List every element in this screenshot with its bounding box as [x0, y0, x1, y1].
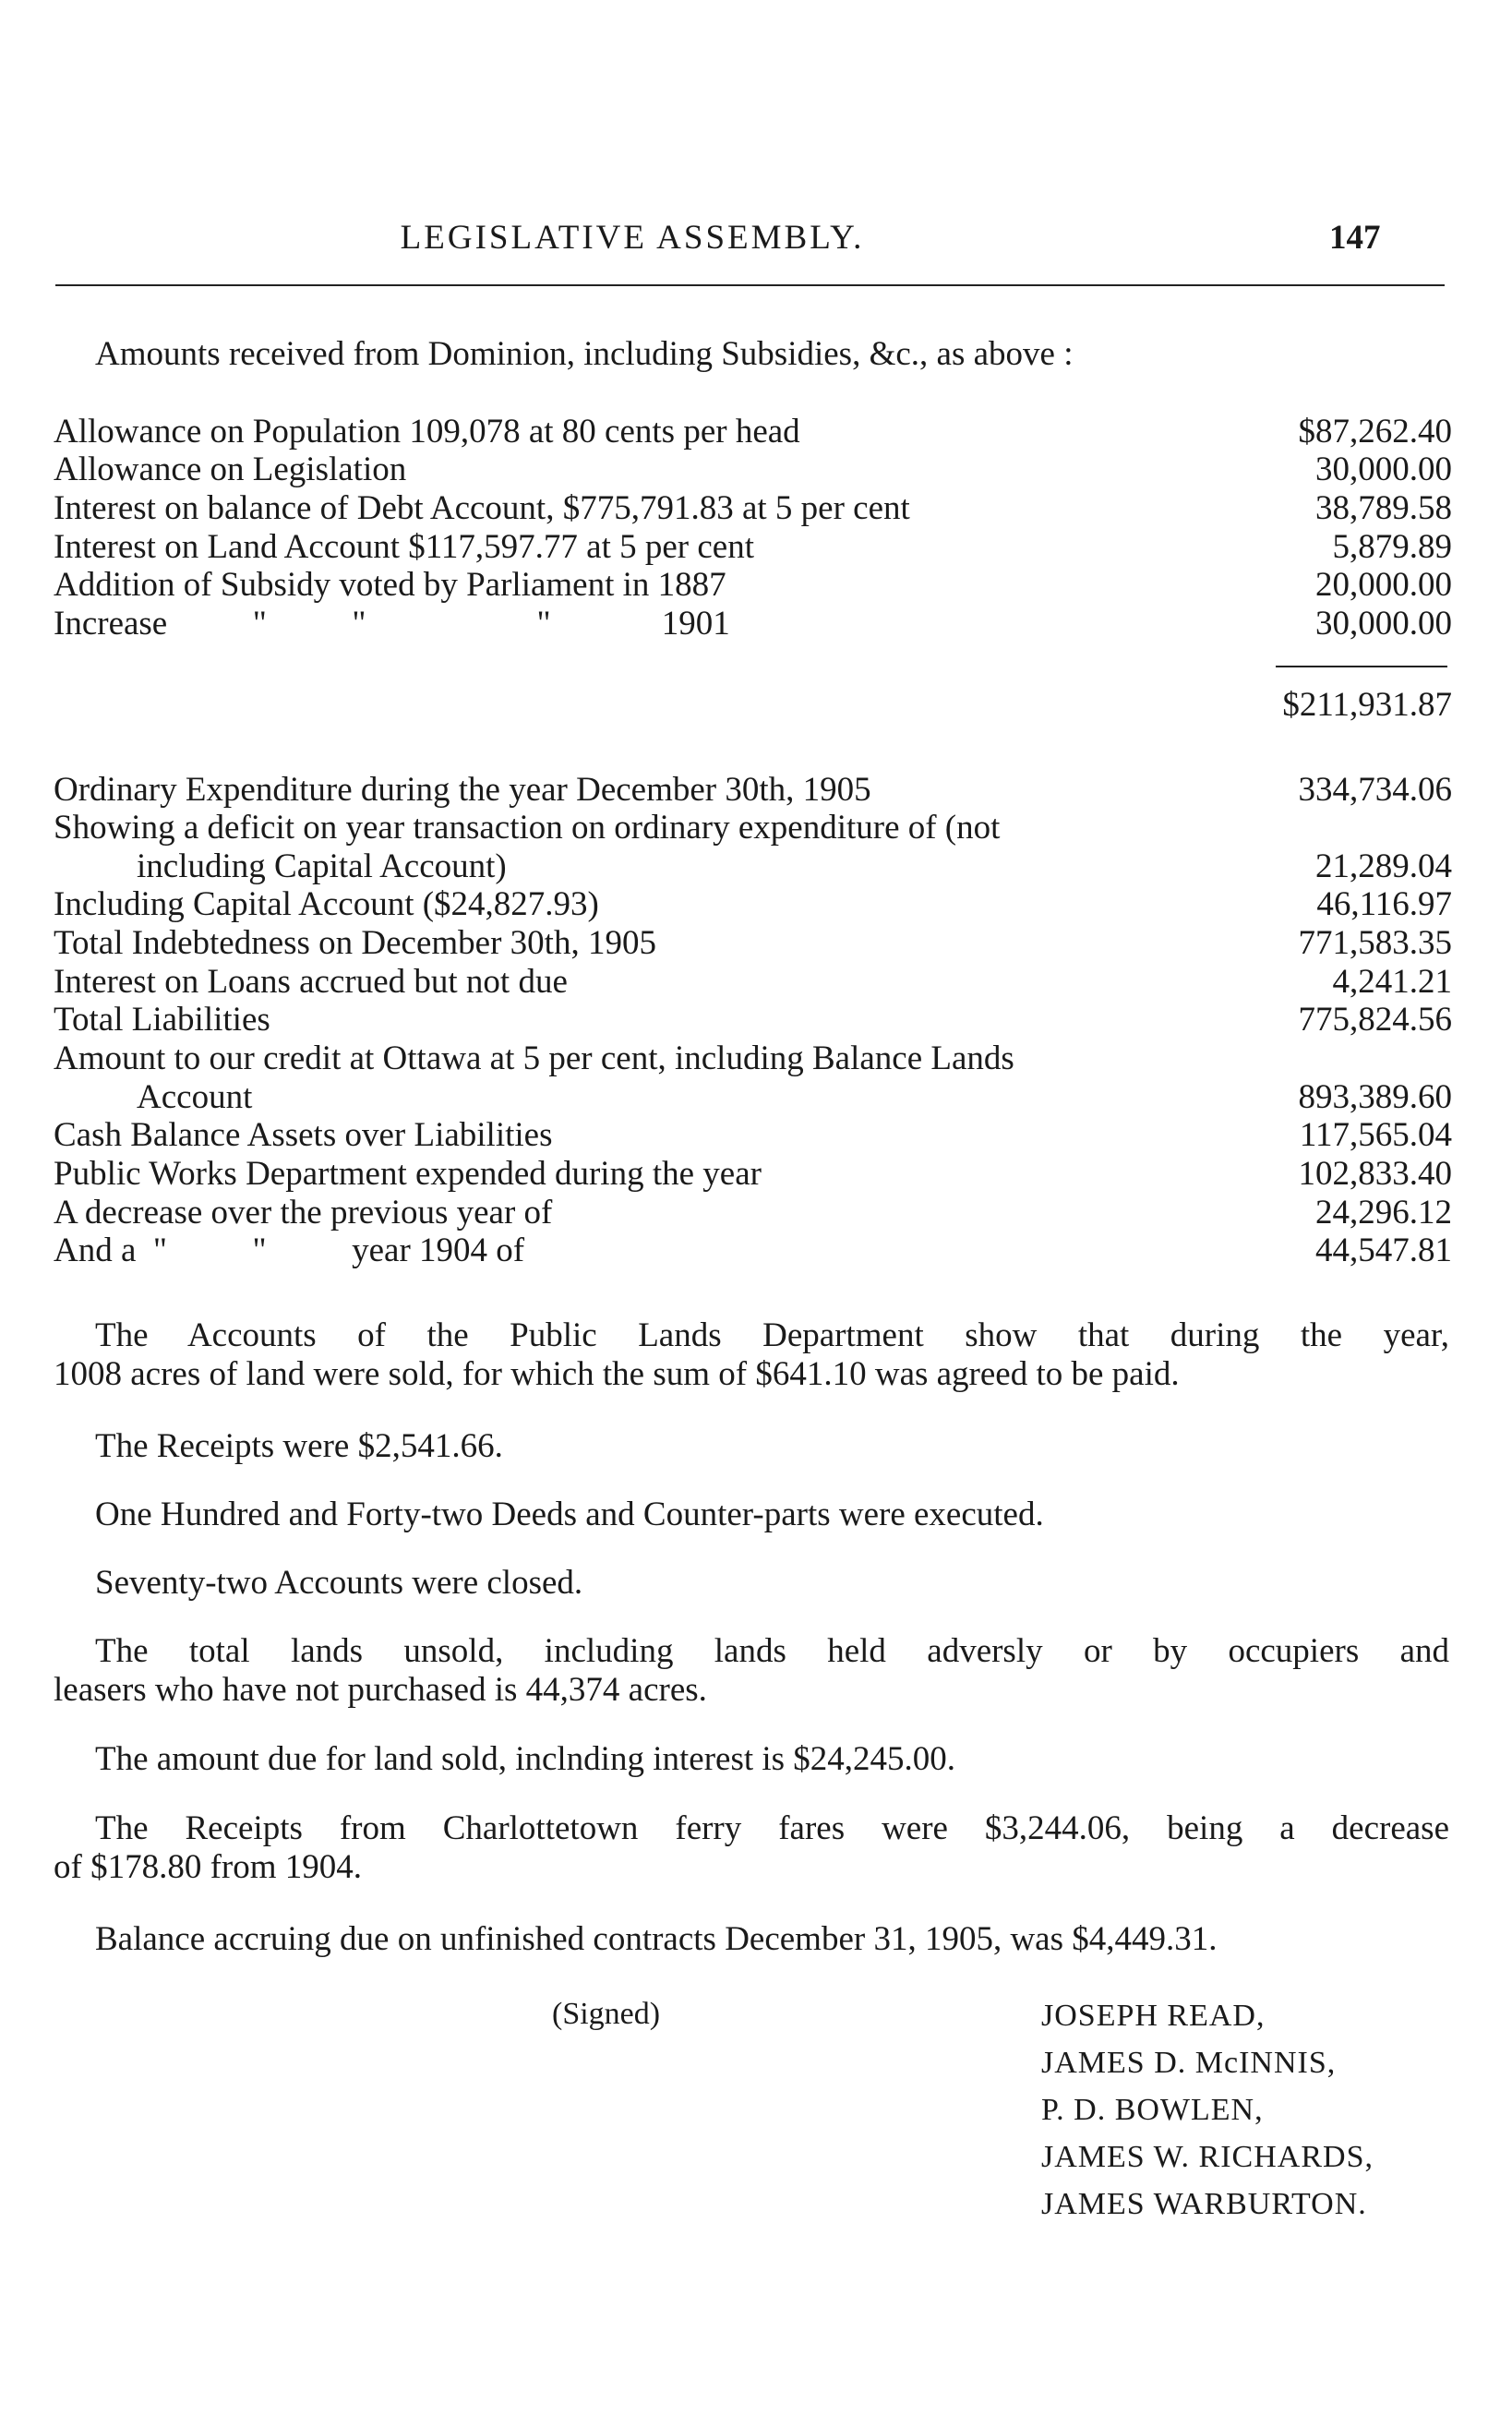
signer-name: JOSEPH READ, — [1041, 1999, 1266, 2033]
signer-name: JAMES WARBURTON. — [1041, 2187, 1367, 2221]
statement-amount: 44,547.81 — [1315, 1232, 1452, 1269]
paragraph-continuation — [54, 1671, 707, 1710]
paragraph-rest: 1008 acres of land were sold, for which the sum of $641.10 was agreed to be paid. — [54, 1355, 1180, 1393]
receipt-label: Allowance on Population 109,078 at 80 cents per head — [54, 413, 800, 451]
receipt-row — [54, 413, 1452, 451]
statement-amount: 4,241.21 — [1332, 963, 1452, 1001]
receipt-amount: 30,000.00 — [1315, 451, 1452, 488]
total-amount: $211,931.87 — [1282, 686, 1452, 724]
statement-row — [54, 809, 1452, 847]
statement-amount: 102,833.40 — [1298, 1155, 1452, 1193]
statement-row — [54, 847, 1452, 886]
paragraph — [95, 1427, 503, 1466]
statement-row — [54, 1232, 1452, 1270]
receipt-amount: 5,879.89 — [1332, 528, 1452, 566]
paragraph-first-line: The Accounts of the Public Lands Department show that during the year, — [95, 1316, 1449, 1354]
statement-label: Amount to our credit at Ottawa at 5 per cent, including Balance Lands — [54, 1039, 1014, 1077]
statement-label: Public Works Department expended during the year — [54, 1155, 762, 1193]
statement-row — [54, 1039, 1452, 1078]
statement-label: Account — [137, 1078, 253, 1116]
paragraph — [95, 1740, 955, 1779]
statement-row — [54, 885, 1452, 924]
receipt-label: Increase " " " 1901 — [54, 605, 730, 643]
paragraph — [95, 1564, 582, 1603]
receipt-label: Interest on balance of Debt Account, $775,791.83 at 5 per cent — [54, 489, 910, 527]
paragraph-rest: leasers who have not purchased is 44,374 acres. — [54, 1671, 707, 1709]
statement-row — [54, 963, 1452, 1002]
paragraph-first-line: The amount due for land sold, inclnding interest is $24,245.00. — [95, 1740, 956, 1778]
statement-label: Total Indebtedness on December 30th, 1905 — [54, 924, 656, 962]
statement-row — [54, 1116, 1452, 1155]
statement-label: Ordinary Expenditure during the year December 30th, 1905 — [54, 771, 871, 809]
paragraph-first-line: Balance accruing due on unfinished contracts December 31, 1905, was $4,449.31. — [95, 1920, 1218, 1958]
receipt-amount: 38,789.58 — [1315, 489, 1452, 527]
statement-label: A decrease over the previous year of — [54, 1194, 553, 1232]
signed-label: (Signed) — [552, 1997, 661, 2031]
paragraph-first-line: One Hundred and Forty-two Deeds and Counter-parts were executed. — [95, 1496, 1044, 1533]
receipt-label: Interest on Land Account $117,597.77 at 5 per cent — [54, 528, 754, 566]
statement-label: Showing a deficit on year transaction on ordinary expenditure of (not — [54, 809, 1001, 847]
statement-row — [54, 1155, 1452, 1194]
paragraph — [95, 1809, 1449, 1848]
statement-amount: 46,116.97 — [1316, 885, 1452, 923]
paragraph-rest: of $178.80 from 1904. — [54, 1848, 362, 1886]
paragraph — [95, 1316, 1449, 1355]
header-rule — [55, 284, 1445, 286]
statement-row — [54, 1078, 1452, 1117]
statement-label: Including Capital Account ($24,827.93) — [54, 885, 599, 923]
signers-list — [1041, 1997, 1374, 2232]
statement-label: Total Liabilities — [54, 1001, 270, 1039]
paragraph — [95, 1920, 1218, 1959]
statement-row — [54, 771, 1452, 810]
signer-name: P. D. BOWLEN, — [1041, 2093, 1264, 2127]
receipt-amount: 30,000.00 — [1315, 605, 1452, 643]
signer-name: JAMES W. RICHARDS, — [1041, 2140, 1374, 2174]
running-header-title: LEGISLATIVE ASSEMBLY. — [400, 219, 865, 257]
paragraph-first-line: The Receipts were $2,541.66. — [95, 1427, 503, 1465]
receipts-intro: Amounts received from Dominion, including Subsidies, &c., as above : — [95, 335, 1074, 373]
statement-row — [54, 924, 1452, 963]
statement-amount: 24,296.12 — [1315, 1194, 1452, 1232]
statement-amount: 334,734.06 — [1298, 771, 1452, 809]
page-number: 147 — [1329, 219, 1381, 257]
paragraph — [95, 1496, 1044, 1534]
statement-amount: 771,583.35 — [1298, 924, 1452, 962]
paragraph-first-line: The Receipts from Charlottetown ferry fares were $3,244.06, being a decrease — [95, 1809, 1449, 1847]
statement-label: Cash Balance Assets over Liabilities — [54, 1116, 553, 1154]
total-rule — [1276, 666, 1447, 667]
statement-amount: 893,389.60 — [1298, 1078, 1452, 1116]
signer-name: JAMES D. McINNIS, — [1041, 2046, 1337, 2080]
receipt-row — [54, 528, 1452, 567]
receipt-row — [54, 566, 1452, 605]
receipt-row — [54, 451, 1452, 489]
statement-amount: 117,565.04 — [1299, 1116, 1452, 1154]
paragraph — [95, 1632, 1449, 1671]
statement-row — [54, 1001, 1452, 1039]
receipt-label: Allowance on Legislation — [54, 451, 407, 488]
paragraph-continuation — [54, 1355, 1449, 1394]
paragraph-continuation — [54, 1848, 362, 1887]
statement-amount: 775,824.56 — [1298, 1001, 1452, 1039]
receipt-amount: $87,262.40 — [1298, 413, 1452, 451]
receipt-label: Addition of Subsidy voted by Parliament in 1887 — [54, 566, 726, 604]
receipt-row — [54, 489, 1452, 528]
statement-label: And a " " year 1904 of — [54, 1232, 525, 1269]
statement-label: Interest on Loans accrued but not due — [54, 963, 568, 1001]
receipt-row — [54, 605, 1452, 643]
statement-label: including Capital Account) — [137, 847, 507, 885]
statement-amount: 21,289.04 — [1315, 847, 1452, 885]
total-row — [54, 686, 1452, 725]
paragraph-first-line: The total lands unsold, including lands held adversly or by occupiers and — [95, 1632, 1449, 1670]
receipt-amount: 20,000.00 — [1315, 566, 1452, 604]
paragraph-first-line: Seventy-two Accounts were closed. — [95, 1564, 583, 1602]
statement-row — [54, 1194, 1452, 1232]
